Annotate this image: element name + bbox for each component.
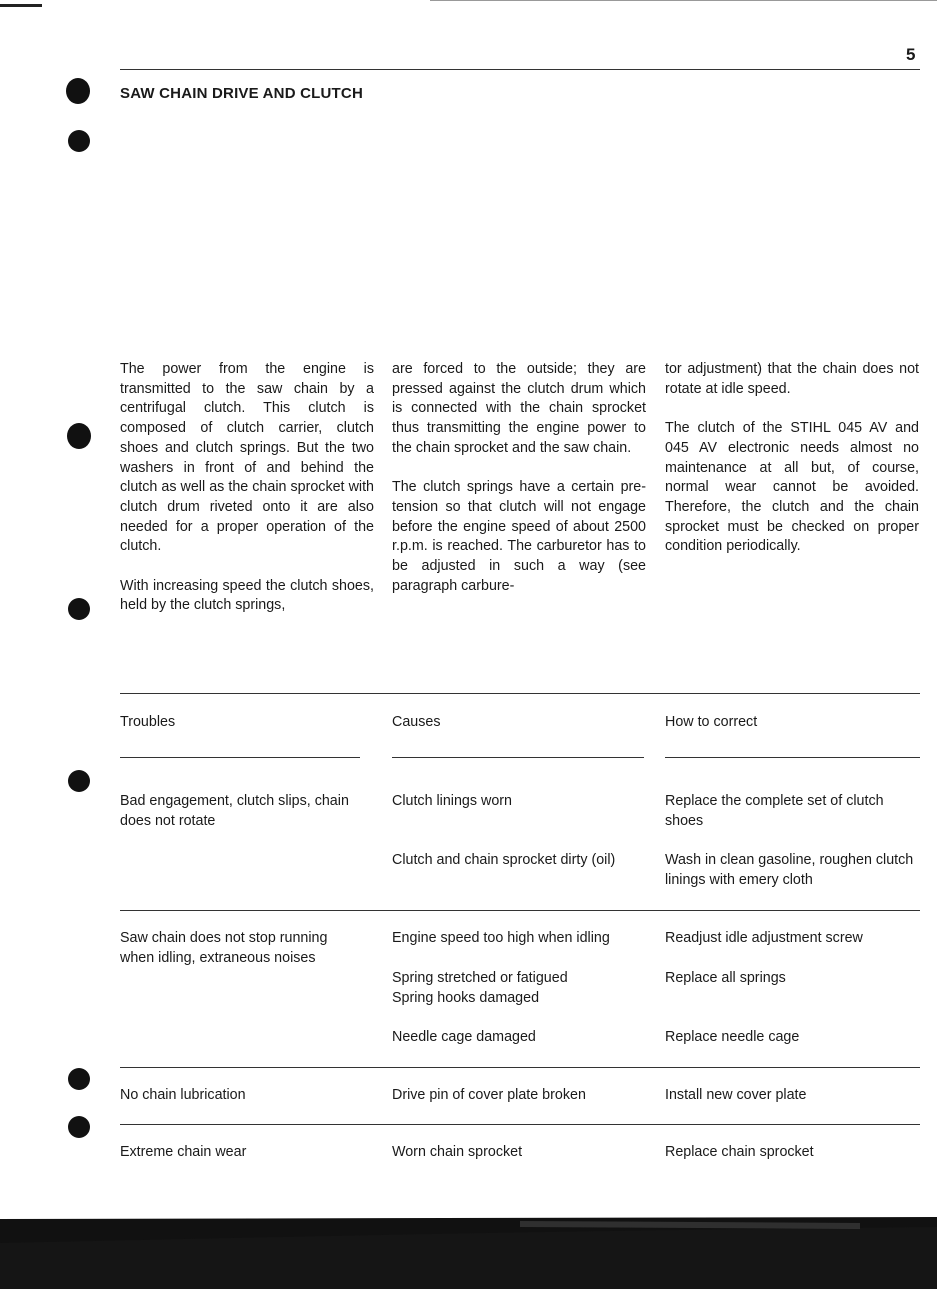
cause-text: Clutch and chain sprocket dirty (oil) [392,852,616,868]
header-underline [665,757,920,758]
binder-hole [68,130,90,152]
group-rule [120,910,920,911]
header-underline [392,757,644,758]
intro-column-2 [392,360,646,616]
paragraph: With increasing speed the clutch shoes, held by the clutch springs, [120,577,374,614]
trouble-text: Extreme chain wear [120,1144,247,1160]
table-top-rule [120,693,920,694]
cause-text: Needle cage damaged [392,1029,536,1045]
fix-text: Replace needle cage [665,1029,800,1045]
trouble-text: No chain lubrication [120,1087,246,1103]
top-scan-line [430,0,937,1]
fix-text: Wash in clean gasoline, roughen clutch linings with emery cloth [665,852,914,888]
header-how-to-correct: How to correct [665,714,758,730]
cause-text: Drive pin of cover plate broken [392,1087,586,1103]
fix-text: Replace the complete set of clutch shoes [665,793,884,829]
cause-text: Spring stretched or fatigued Spring hooks damaged [392,970,568,1006]
page-number: 5 [906,45,916,64]
group-rule [120,1067,920,1068]
binder-hole [68,770,90,792]
cause-text: Worn chain sprocket [392,1144,523,1160]
trouble-text: Bad engagement, clutch slips, chain does not rotate [120,793,349,829]
paragraph: are forced to the outside; they are pressed against the clutch drum which is connected with the chain sprocket thus transmitting the engine power to the chain sprocket and the saw chain. [392,361,646,456]
binder-hole [68,598,90,620]
group-rule [120,1124,920,1125]
trouble-text: Saw chain does not stop running when idling, extraneous noises [120,930,328,966]
cause-text: Engine speed too high when idling [392,930,610,946]
intro-column-1 [120,360,374,636]
paragraph: The clutch springs have a certain pre-tension so that clutch will not engage before the engine speed of about 2500 r.p.m. is reached. The carburetor has to be adjusted in such a way (see paragraph carbure- [392,479,646,594]
top-left-scan-mark [0,4,42,7]
section-title: SAW CHAIN DRIVE AND CLUTCH [120,85,363,102]
header-troubles: Troubles [120,714,176,730]
fix-text: Replace chain sprocket [665,1144,814,1160]
fix-text: Readjust idle adjustment screw [665,930,863,946]
binder-hole [67,423,91,449]
paragraph: The clutch of the STIHL 045 AV and 045 AV electronic needs almost no maintenance at all but, of course, normal wear cannot be avoided. Therefore, the clutch and the chain sprocket must be checked on proper condition periodically. [665,420,919,555]
fix-text: Replace all springs [665,970,786,986]
binder-hole [68,1068,90,1090]
header-rule [120,69,920,70]
scan-edge-shadow [0,1213,937,1289]
header-underline [120,757,360,758]
paragraph: tor adjustment) that the chain does not rotate at idle speed. [665,361,919,397]
header-causes: Causes [392,714,441,730]
fix-text: Install new cover plate [665,1087,807,1103]
paragraph: The power from the engine is transmitted to the saw chain by a centrifugal clutch. This clutch is composed of clutch carrier, clutch shoes and clutch springs. But the two washers in front of and behind the clutch as well as the chain sprocket with clutch drum riveted onto it are also needed for a proper operation of the clutch. [120,361,374,555]
binder-hole [66,78,90,104]
cause-text: Clutch linings worn [392,793,512,809]
binder-hole [68,1116,90,1138]
intro-column-3 [665,360,919,577]
